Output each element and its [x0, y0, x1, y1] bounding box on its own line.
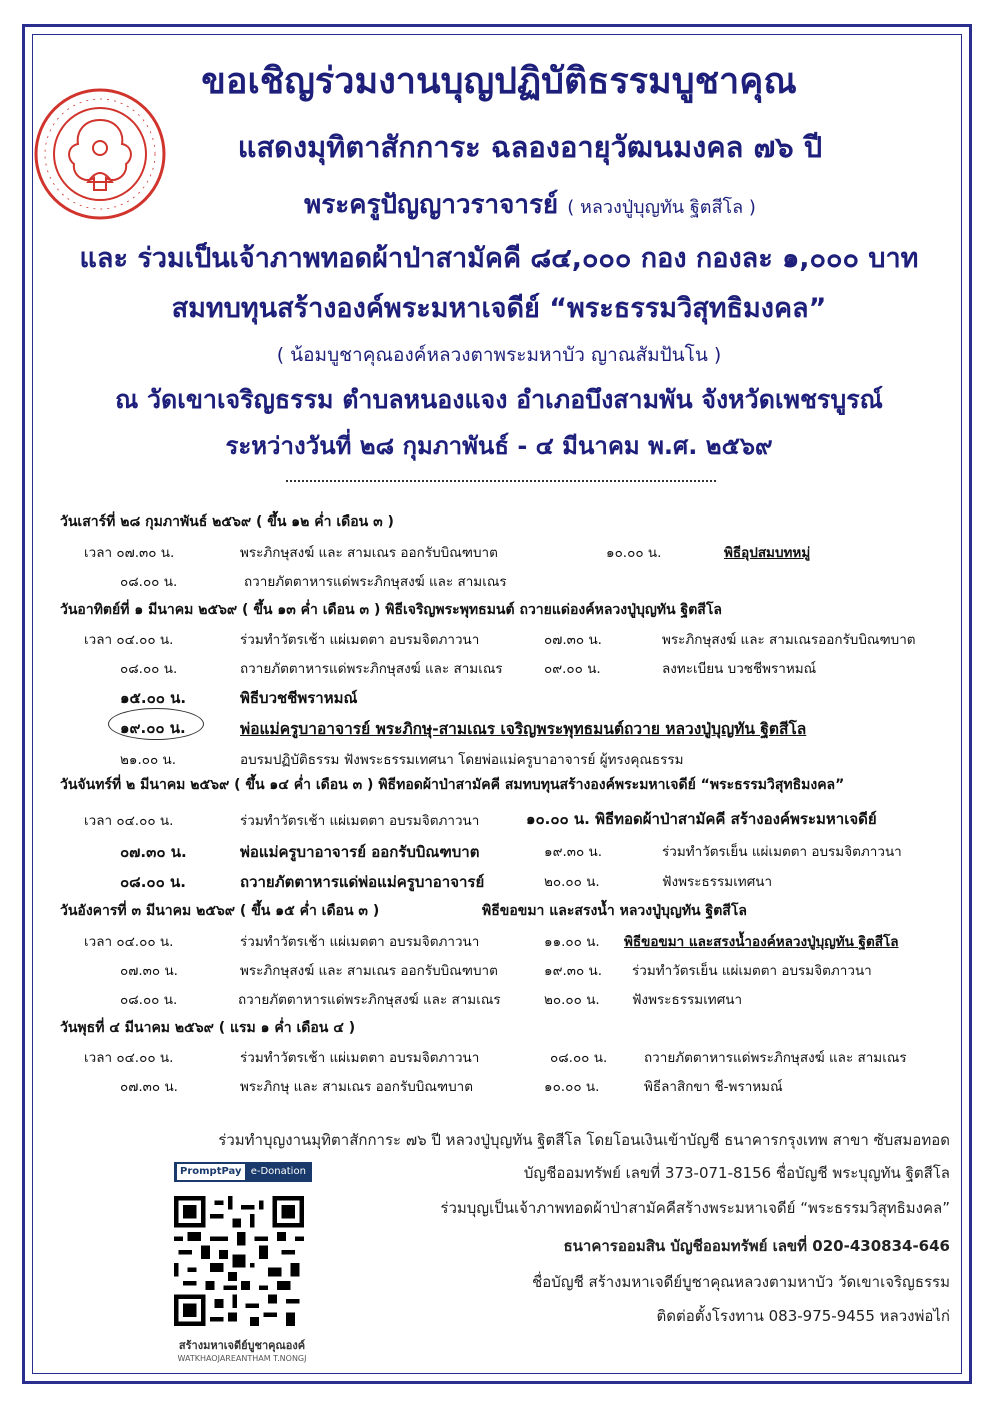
time: ๑๙.๐๐ น.: [120, 719, 186, 737]
activity: ถวายภัตตาหารแด่พระภิกษุสงฆ์ และ สามเณร: [644, 1050, 907, 1066]
qr-subcaption: WATKHAOJAREANTHAM T.NONGJ: [177, 1354, 307, 1363]
time: ๐๘.๐๐ น.: [120, 873, 186, 891]
day-4-ceremony: พิธีขอขมา และสรงน้ำ หลวงปู่บุญทัน ฐิตสีโล: [482, 903, 747, 919]
qr-card: [144, 1150, 340, 1372]
activity: ถวายภัตตาหารแด่พระภิกษุสงฆ์ และ สามเณร: [244, 574, 507, 590]
time: เวลา ๐๔.๐๐ น.: [84, 632, 174, 648]
activity: ๑๐.๐๐ น. พิธีทอดผ้าป่าสามัคคี สร้างองค์พระมหาเจดีย์: [526, 810, 877, 828]
day-2-heading: วันอาทิตย์ที่ ๑ มีนาคม ๒๕๖๙ ( ขึ้น ๑๓ ค่ำ เดือน ๓ ) พิธีเจริญพระพุทธมนต์ ถวายแด่องค์หลวงปู่บุญทัน ฐิตสีโล: [60, 602, 722, 618]
time: ๐๘.๐๐ น.: [120, 992, 178, 1008]
time: เวลา ๐๔.๐๐ น.: [84, 934, 174, 950]
title-line-1: ขอเชิญร่วมงานบุญปฏิบัติธรรมบูชาคุณ: [201, 61, 797, 102]
day-3-heading: วันจันทร์ที่ ๒ มีนาคม ๒๕๖๙ ( ขึ้น ๑๔ ค่ำ เดือน ๓ ) พิธีทอดผ้าป่าสามัคคี สมทบทุนสร้างองค์พระมหาเจดีย์ “พระธรรมวิสุทธิมงคล”: [60, 777, 845, 793]
activity: พิธีอุปสมบทหมู่: [724, 545, 811, 561]
time: ๐๗.๓๐ น.: [544, 632, 602, 648]
date-range-line: ระหว่างวันที่ ๒๘ กุมภาพันธ์ - ๔ มีนาคม พ.ศ. ๒๕๖๙: [225, 432, 773, 460]
activity: พระภิกษุสงฆ์ และ สามเณร ออกรับบิณฑบาต: [240, 545, 498, 561]
time: ๑๑.๐๐ น.: [544, 934, 600, 950]
activity: ร่วมทำวัตรเย็น แผ่เมตตา อบรมจิตภาวนา: [662, 844, 902, 860]
activity: พ่อแม่ครูบาอาจารย์ ออกรับบิณฑบาต: [240, 843, 480, 861]
time: ๐๘.๐๐ น.: [120, 661, 178, 677]
donation-line-2: ร่วมบุญเป็นเจ้าภาพทอดผ้าป่าสามัคคีสร้างพระมหาเจดีย์ “พระธรรมวิสุทธิมงคล”: [440, 1199, 950, 1217]
activity: ถวายภัตตาหารแด่พระภิกษุสงฆ์ และ สามเณร: [238, 992, 501, 1008]
time: ๑๐.๐๐ น.: [606, 545, 662, 561]
activity: ร่วมทำวัตรเช้า แผ่เมตตา อบรมจิตภาวนา: [240, 632, 480, 648]
activity: ร่วมทำวัตรเช้า แผ่เมตตา อบรมจิตภาวนา: [240, 813, 480, 829]
time: ๑๕.๐๐ น.: [120, 689, 187, 707]
activity: ร่วมทำวัตรเช้า แผ่เมตตา อบรมจิตภาวนา: [240, 934, 480, 950]
time: ๐๘.๐๐ น.: [550, 1050, 608, 1066]
activity: ฟังพระธรรมเทศนา: [632, 992, 743, 1008]
activity: พิธีลาสิกขา ชี-พราหมณ์: [644, 1079, 783, 1095]
activity: พระภิกษุสงฆ์ และ สามเณรออกรับบิณฑบาต: [662, 632, 916, 648]
monk-name: ( หลวงปู่บุญทัน ฐิตสีโล ): [567, 197, 756, 218]
activity: ฟังพระธรรมเทศนา: [662, 874, 773, 890]
qr-code-icon[interactable]: [174, 1196, 304, 1326]
day-1-heading: วันเสาร์ที่ ๒๘ กุมภาพันธ์ ๒๕๖๙ ( ขึ้น ๑๒ ค่ำ เดือน ๓ ): [60, 514, 394, 530]
activity: ลงทะเบียน บวชชีพราหมณ์: [662, 661, 817, 677]
contact-line: ติดต่อตั้งโรงทาน 083-975-9455 หลวงพ่อไก่: [656, 1307, 950, 1325]
day-5-heading: วันพุธที่ ๔ มีนาคม ๒๕๖๙ ( แรม ๑ ค่ำ เดือน ๔ ): [60, 1020, 356, 1036]
promptpay-banner: [174, 1162, 312, 1182]
time: ๒๐.๐๐ น.: [544, 874, 600, 890]
time: ๐๗.๓๐ น.: [120, 843, 187, 861]
activity: อบรมปฏิบัติธรรม ฟังพระธรรมเทศนา โดยพ่อแม่ครูบาอาจารย์ ผู้ทรงคุณธรรม: [240, 752, 684, 768]
account-line-1: บัญชีออมทรัพย์ เลขที่ 373-071-8156 ชื่อบัญชี พระบุญทัน ฐิตสีโล: [523, 1164, 950, 1182]
activity: พิธีบวชชีพราหมณ์: [240, 689, 358, 707]
qr-caption: สร้างมหาเจดีย์บูชาคุณองค์: [178, 1339, 306, 1352]
activity: พระภิกษุ และ สามเณร ออกรับบิณฑบาต: [240, 1079, 474, 1095]
day-4-heading: วันอังคารที่ ๓ มีนาคม ๒๕๖๙ ( ขึ้น ๑๕ ค่ำ เดือน ๓ ): [60, 903, 380, 919]
time: ๑๙.๓๐ น.: [544, 963, 603, 979]
time: ๑๐.๐๐ น.: [544, 1079, 600, 1095]
activity: ถวายภัตตาหารแด่พระภิกษุสงฆ์ และ สามเณร: [240, 661, 503, 677]
time: ๐๘.๐๐ น.: [120, 574, 178, 590]
time: ๐๙.๐๐ น.: [544, 661, 601, 677]
time: เวลา ๐๔.๐๐ น.: [84, 1050, 174, 1066]
venue-line: ณ วัดเขาเจริญธรรม ตำบลหนองแจง อำเภอบึงสามพัน จังหวัดเพชรบูรณ์: [115, 385, 883, 414]
edonation-label: e-Donation: [250, 1166, 306, 1177]
activity: ถวายภัตตาหารแด่พ่อแม่ครูบาอาจารย์: [240, 873, 485, 891]
donation-line-1: ร่วมทำบุญงานมุทิตาสักการะ ๗๖ ปี หลวงปู่บุญทัน ฐิตสีโล โดยโอนเงินเข้าบัญชี ธนาคารกรุงเทพ สาขา ซับสมอทอด: [218, 1131, 950, 1149]
title-line-2: แสดงมุทิตาสักการะ ฉลองอายุวัฒนมงคล ๗๖ ปี: [237, 130, 823, 164]
account-name: ชื่อบัญชี สร้างมหาเจดีย์บูชาคุณหลวงตามหาบัว วัดเขาเจริญธรรม: [532, 1273, 950, 1291]
title-line-6: ( น้อมบูชาคุณองค์หลวงตาพระมหาบัว ญาณสัมปันโน ): [276, 344, 722, 366]
activity: พระภิกษุสงฆ์ และ สามเณร ออกรับบิณฑบาต: [240, 963, 498, 979]
activity: ร่วมทำวัตรเย็น แผ่เมตตา อบรมจิตภาวนา: [632, 963, 872, 979]
time: เวลา ๐๔.๐๐ น.: [84, 813, 174, 829]
time: ๒๐.๐๐ น.: [544, 992, 600, 1008]
time: ๒๑.๐๐ น.: [120, 752, 177, 768]
promptpay-logo: PromptPay: [177, 1164, 245, 1180]
time: ๑๙.๓๐ น.: [544, 844, 603, 860]
monk-title: พระครูปัญญาวราจารย์: [304, 190, 559, 220]
time: ๐๗.๓๐ น.: [120, 963, 178, 979]
time: เวลา ๐๗.๓๐ น.: [84, 545, 175, 561]
title-line-4: และ ร่วมเป็นเจ้าภาพทอดผ้าป่าสามัคคี ๘๔,๐๐๐ กอง กองละ ๑,๐๐๐ บาท: [79, 243, 919, 274]
title-line-5: สมทบทุนสร้างองค์พระมหาเจดีย์ “พระธรรมวิสุทธิมงคล”: [171, 293, 827, 324]
account-line-2: ธนาคารออมสิน บัญชีออมทรัพย์ เลขที่ 020-430834-646: [563, 1237, 950, 1255]
time: ๐๗.๓๐ น.: [120, 1079, 178, 1095]
activity: ร่วมทำวัตรเช้า แผ่เมตตา อบรมจิตภาวนา: [240, 1050, 480, 1066]
activity: พิธีขอขมา และสรงน้ำองค์หลวงปู่บุญทัน ฐิตสีโล: [624, 934, 899, 950]
activity: พ่อแม่ครูบาอาจารย์ พระภิกษุ-สามเณร เจริญพระพุทธมนต์ถวาย หลวงปู่บุญทัน ฐิตสีโล: [240, 720, 807, 738]
